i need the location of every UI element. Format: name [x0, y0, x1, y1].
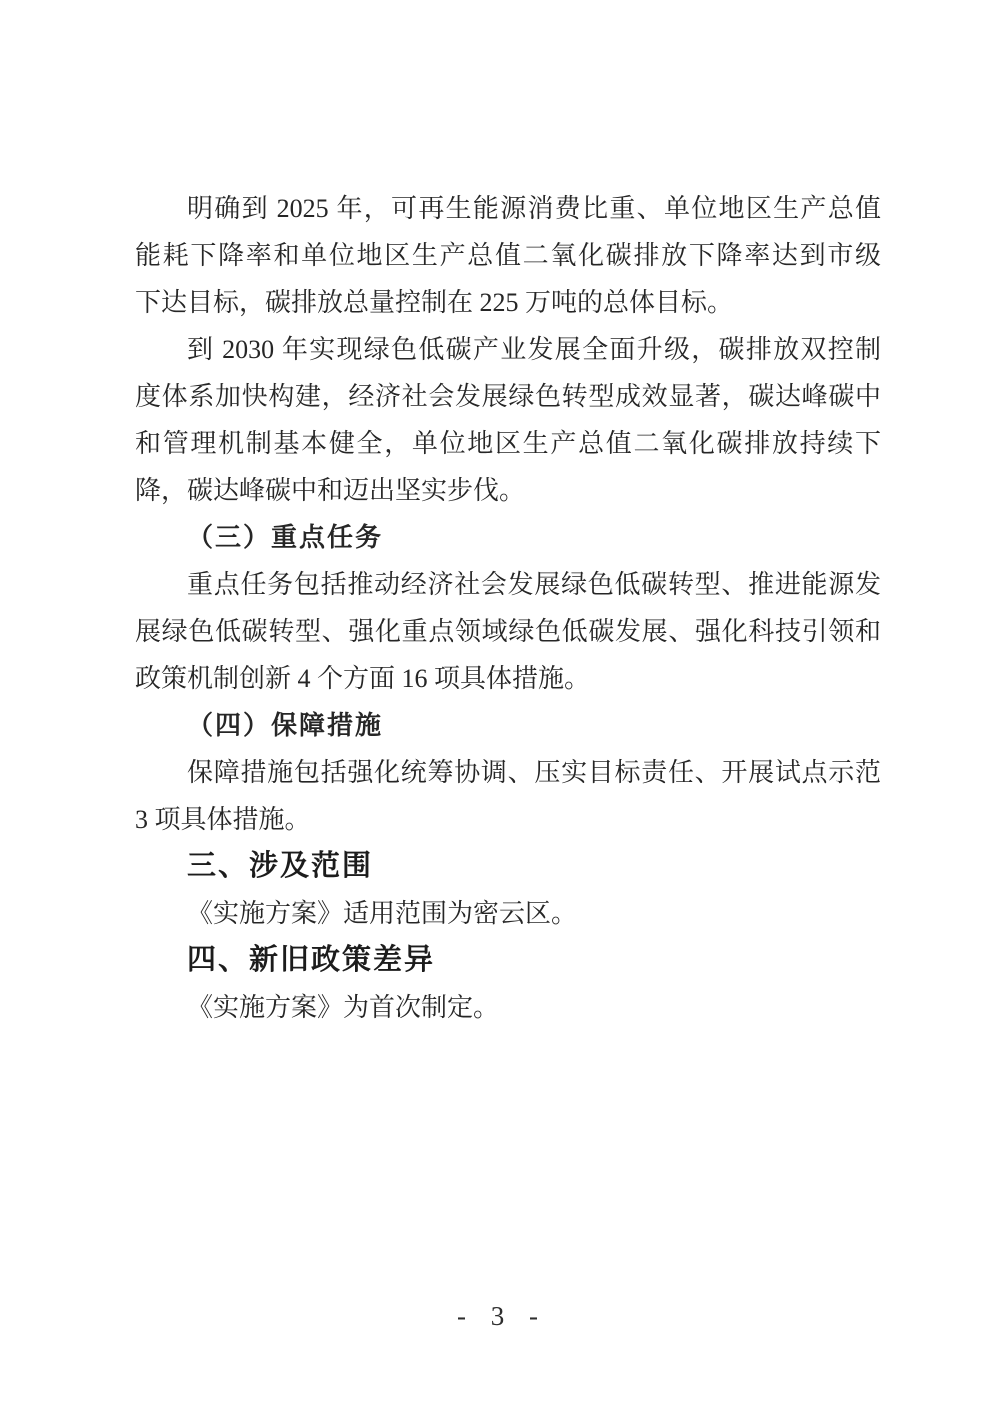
paragraph-safeguards-line-1: 保障措施包括强化统筹协调、压实目标责任、开展试点示范 [187, 758, 881, 787]
paragraph-2030-line-1: 到 2030 年实现绿色低碳产业发展全面升级，碳排放双控制 [187, 335, 881, 364]
paragraph-2030-line-2: 度体系加快构建，经济社会发展绿色转型成效显著，碳达峰碳中 [135, 382, 881, 411]
heading-scope: 三、涉及范围 [187, 850, 374, 882]
paragraph-2025-line-1: 明确到 2025 年，可再生能源消费比重、单位地区生产总值 [187, 194, 881, 223]
paragraph-2025-line-2: 能耗下降率和单位地区生产总值二氧化碳排放下降率达到市级 [135, 241, 881, 270]
paragraph-key-tasks-line-2: 展绿色低碳转型、强化重点领域绿色低碳发展、强化科技引领和 [135, 617, 881, 646]
heading-safeguards: （四）保障措施 [187, 711, 384, 740]
paragraph-2030-line-3: 和管理机制基本健全，单位地区生产总值二氧化碳排放持续下 [135, 429, 881, 458]
paragraph-2030-line-4: 降，碳达峰碳中和迈出坚实步伐。 [135, 476, 526, 505]
paragraph-key-tasks-line-1: 重点任务包括推动经济社会发展绿色低碳转型、推进能源发 [187, 570, 881, 599]
document-body [135, 185, 881, 1031]
page-number: - 3 - [457, 1301, 543, 1331]
paragraph-policy-diff: 《实施方案》为首次制定。 [187, 993, 500, 1022]
paragraph-scope: 《实施方案》适用范围为密云区。 [187, 899, 578, 928]
paragraph-key-tasks-line-3: 政策机制创新 4 个方面 16 项具体措施。 [135, 664, 591, 693]
paragraph-safeguards-line-2: 3 项具体措施。 [135, 805, 311, 834]
heading-key-tasks: （三）重点任务 [187, 523, 384, 552]
paragraph-2025-line-3: 下达目标，碳排放总量控制在 225 万吨的总体目标。 [135, 288, 734, 317]
heading-policy-diff: 四、新旧政策差异 [187, 944, 436, 976]
